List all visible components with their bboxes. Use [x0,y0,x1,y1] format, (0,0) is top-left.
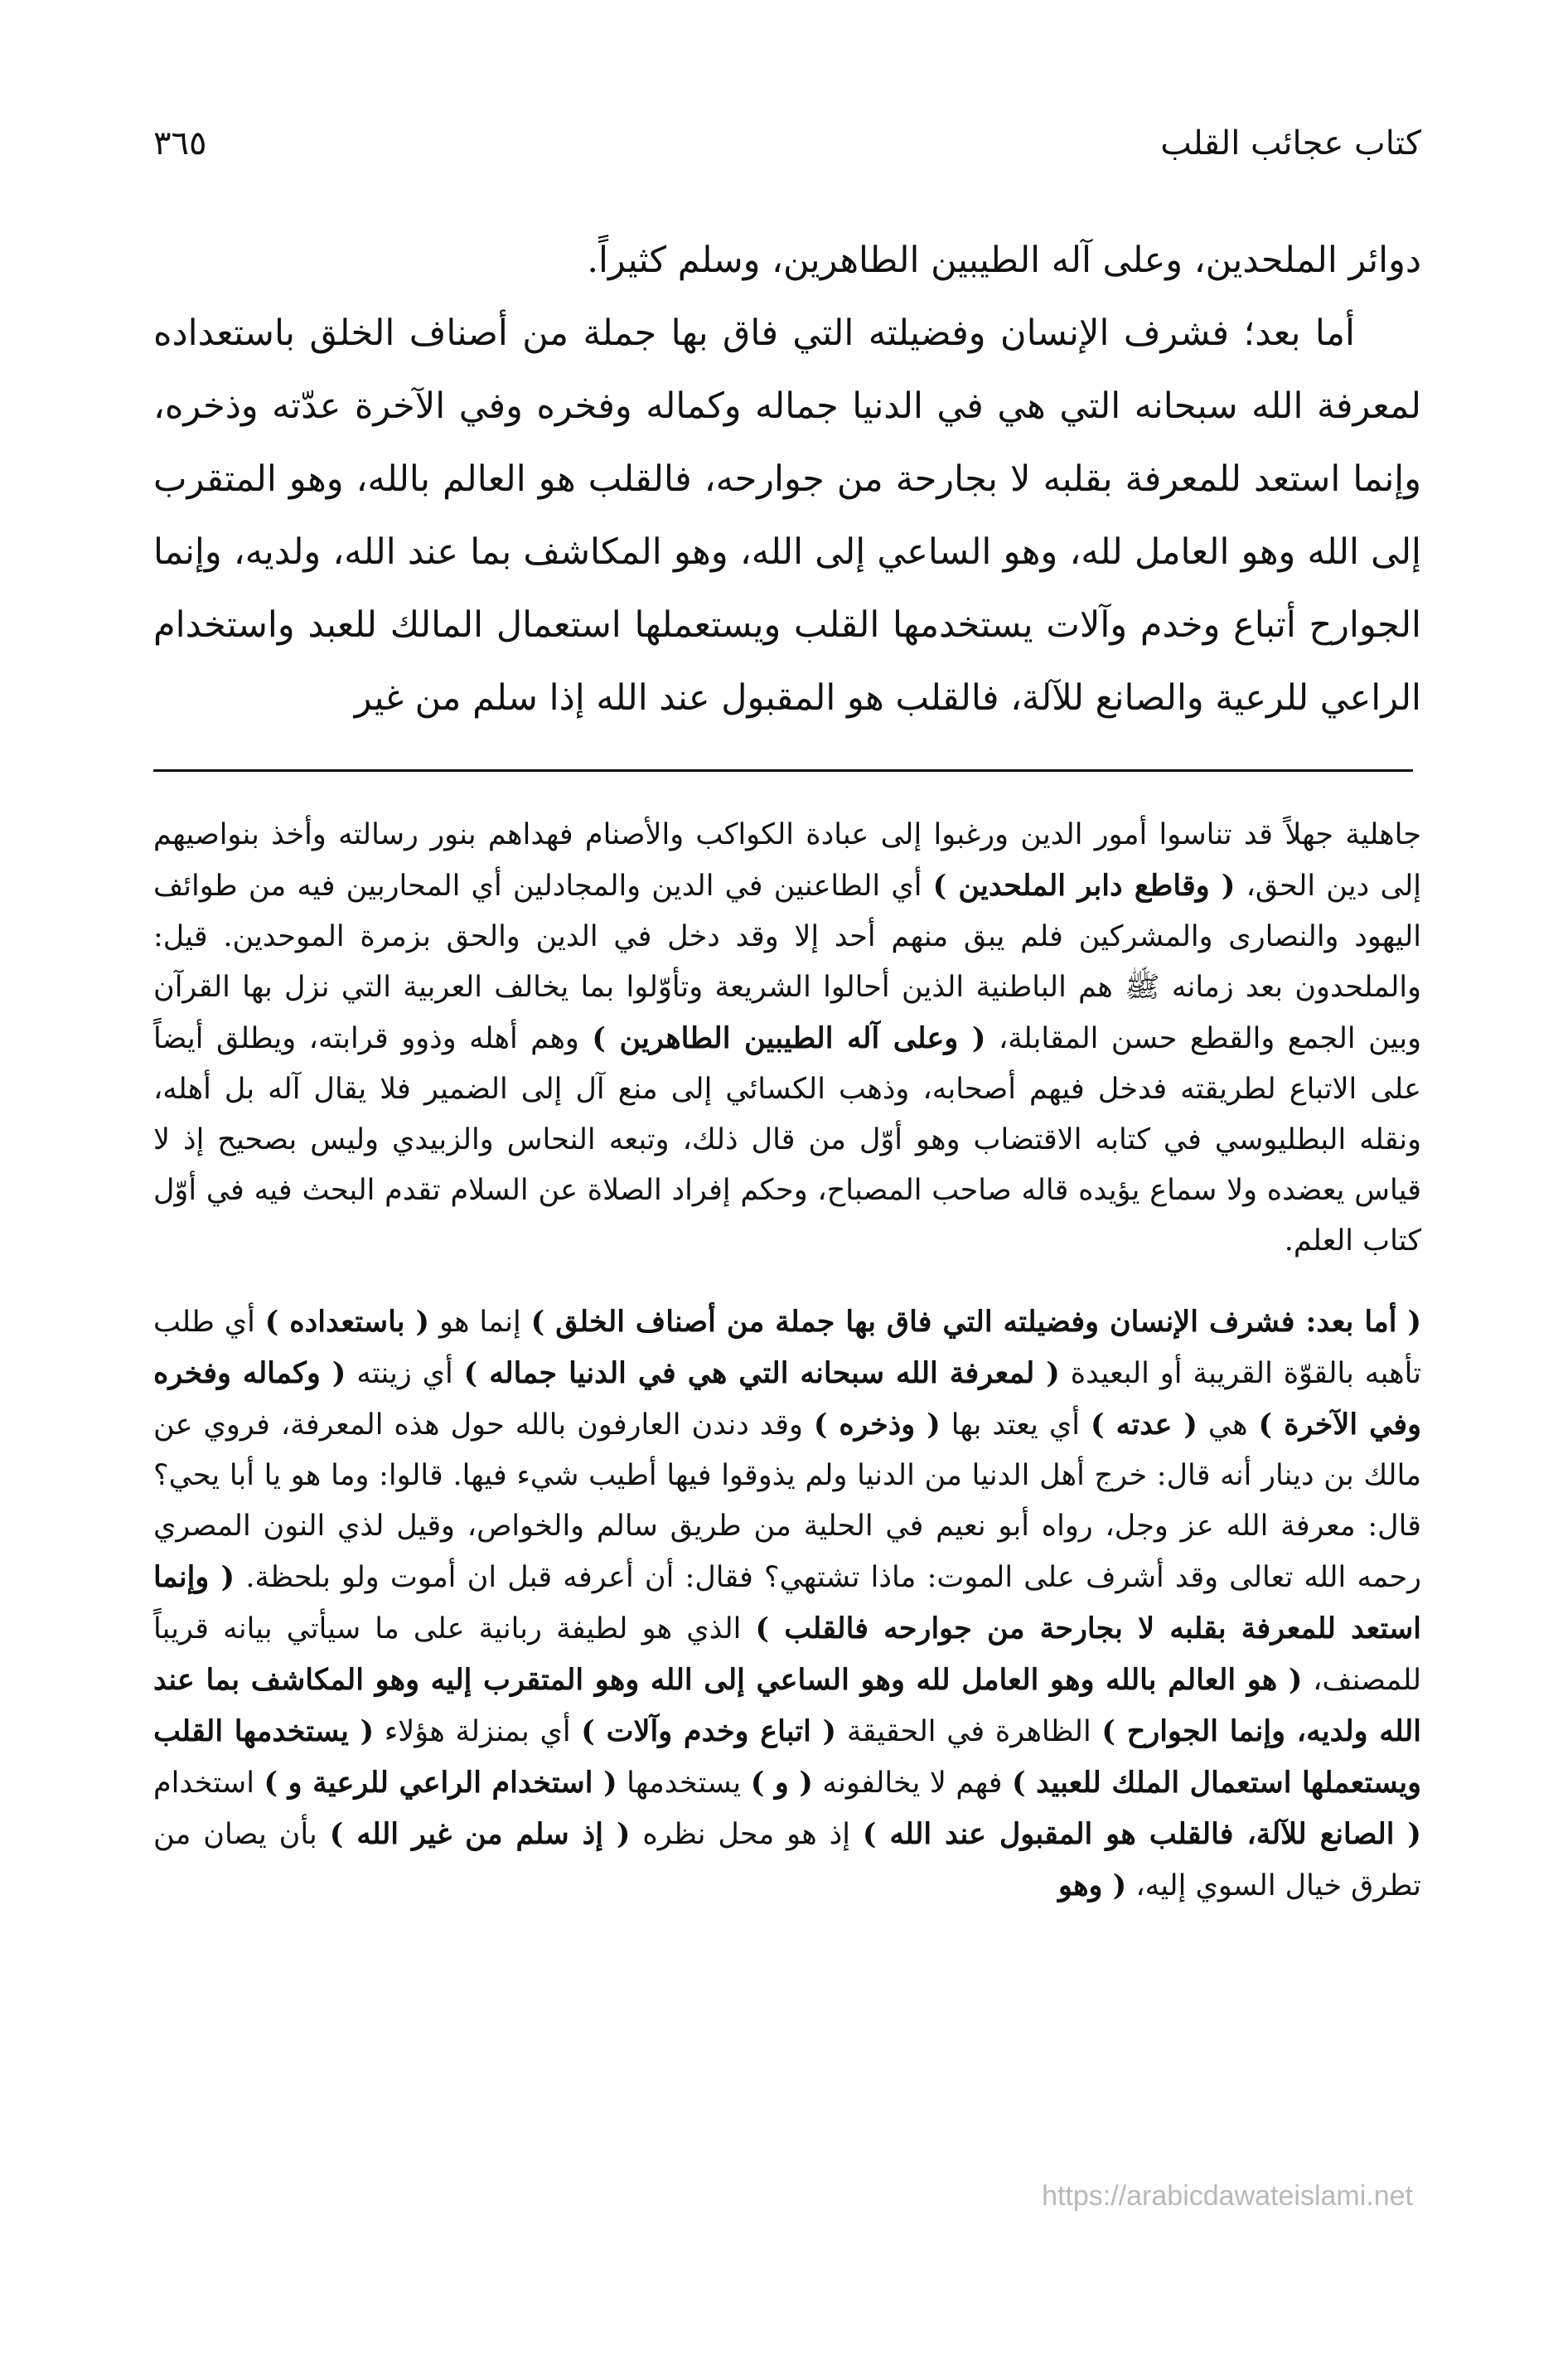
commentary-text: أي زينته [346,1357,464,1390]
commentary-quote: ( وإنما استعد للمعرفة بقلبه لا بجارحة من جوارحه فالقلب ) [153,1560,1421,1646]
commentary-text: إنما هو [429,1306,531,1339]
commentary-text: فهم لا يخالفونه [812,1767,1013,1800]
commentary-quote: ( لمعرفة الله سبحانه التي هي في الدنيا جماله ) [463,1356,1060,1390]
commentary-text: هي [1197,1408,1259,1442]
commentary-paragraph-1 [153,810,1421,1267]
commentary-text: أي يعتد بها [940,1408,1091,1442]
main-paragraph: أما بعد؛ فشرف الإنسان وفضيلته التي فاق بها جملة من أصناف الخلق باستعداده لمعرفة الله سبحانه التي هي في الدنيا جماله وكماله وفخره وفي الآخرة عدّته وذخره، وإنما استعد للمعرفة بقلبه لا بجارحة من جوارحه، فالقلب هو العالم بالله، وهو المتقرب إلى الله وهو العامل لله، وهو الساعي إلى الله، وهو المكاشف بما عند الله، ولديه، وإنما الجوارح أتباع وخدم وآلات يستخدمها القلب ويستعملها استعمال المالك للعبد واستخدام الراعي للرعية والصانع للآلة، فالقلب هو المقبول عند الله إذا سلم من غير [153,313,1421,719]
main-text [153,224,1421,734]
commentary-quote: ( الصانع للآلة، فالقلب هو المقبول عند الله ) [862,1817,1421,1851]
commentary-quote: ( اتباع وخدم وآلات ) [581,1714,837,1748]
commentary-text: جاهلية جهلاً قد تناسوا أمور الدين ورغبوا إلى عبادة الكواكب والأصنام فهداهم بنور رسالته وأخذ بنواصيهم إلى دين الحق، [153,818,1421,903]
commentary-quote: ( أما بعد: فشرف الإنسان وفضيلته التي فاق بها جملة من أصناف الخلق ) [530,1305,1422,1339]
commentary-text: أي بمنزلة هؤلاء [374,1715,582,1748]
commentary-quote: ( وكماله وفخره وفي الآخرة ) [153,1356,1421,1442]
commentary-quote: ( و ) [750,1766,813,1800]
commentary-quote: ( إذ سلم من غير الله ) [329,1817,631,1851]
page-header [153,124,1421,199]
commentary-quote: ( يستخدمها القلب ويستعملها استعمال الملك للعبيد ) [153,1714,1421,1800]
book-page [153,124,1421,1912]
footnote-divider [153,769,1413,772]
commentary-text: وقد دندن العارفون بالله حول هذه المعرفة، فروي عن مالك بن دينار أنه قال: خرج أهل الدنيا من الدنيا ولم يذوقوا فيها أطيب شيء فيها. قالوا: وما هو يا أبا يحي؟ قال: معرفة الله عز وجل، رواه أبو نعيم في الحلية من طريق سالم والخواص، وقيل لذي النون المصري رحمه الله تعالى وقد أشرف على الموت: ماذا تشتهي؟ فقال: أن أعرفه قبل ان أموت ولو بلحظة. [153,1408,1422,1594]
page-number: ٣٦٥ [153,124,207,162]
commentary [153,810,1421,1912]
commentary-quote: ( وعلى آله الطيبين الطاهرين ) [592,1021,986,1055]
commentary-text: أي طلب تأهبه بالقوّة القريبة أو البعيدة [153,1306,1421,1390]
commentary-quote: ( هو العالم بالله وهو العامل لله وهو الساعي إلى الله وهو المتقرب إليه وهو المكاشف بما عند الله ولديه، وإنما الجوارح ) [153,1663,1422,1748]
commentary-text: الظاهرة في الحقيقة [836,1715,1102,1748]
commentary-quote: ( وذخره ) [813,1408,941,1442]
commentary-quote: ( وقاطع دابر الملحدين ) [932,869,1236,903]
watermark-url: https://arabicdawateislami.net [1042,2180,1413,2212]
commentary-quote: ( استخدام الراعي للرعية و ) [264,1766,617,1800]
commentary-text: الذي هو لطيفة ربانية على ما سيأتي بيانه قريباً للمصنف، [153,1612,1421,1697]
commentary-text: إذ هو محل نظره [630,1818,863,1851]
commentary-text: أي الطاعنين في الدين والمجادلين أي المحاربين فيه من طوائف اليهود والنصارى والمشركين فلم يبق منهم أحد إلا وقد دخل في الدين والحق بزمرة الموحدين. قيل: والملحدون بعد زمانه ﷺ هم الباطنية الذين أحالوا الشريعة وتأوّلوا بما يخالف العربية التي نزل بها القرآن وبين الجمع والقطع حسن المقابلة، [153,870,1421,1055]
commentary-text: استخدام [153,1767,264,1800]
commentary-paragraph-2 [153,1297,1421,1912]
commentary-quote: ( وهو [1058,1869,1127,1903]
commentary-text: بأن يصان من تطرق خيال السوي إليه، [153,1818,1421,1903]
commentary-quote: ( باستعداده ) [264,1305,430,1339]
running-title: كتاب عجائب القلب [1160,124,1421,162]
commentary-text: يستخدمها [617,1767,751,1800]
main-line-1: دوائر الملحدين، وعلى آله الطيبين الطاهرين، وسلم كثيراً. [587,240,1421,281]
commentary-text: وهم أهله وذوو قرابته، ويطلق أيضاً على الاتباع لطريقته فدخل فيهم أصحابه، وذهب الكسائي إلى منع آل إلى الضمير فلا يقال آله بل أهله، ونقله البطليوسي في كتابه الاقتضاب وهو أوّل من قال ذلك، وتبعه النحاس والزبيدي وليس بصحيح إذ لا قياس يعضده ولا سماع يؤيده قاله صاحب المصباح، وحكم إفراد الصلاة عن السلام تقدم البحث فيه في أوّل كتاب العلم. [153,1022,1421,1258]
commentary-quote: ( عدته ) [1090,1408,1198,1442]
